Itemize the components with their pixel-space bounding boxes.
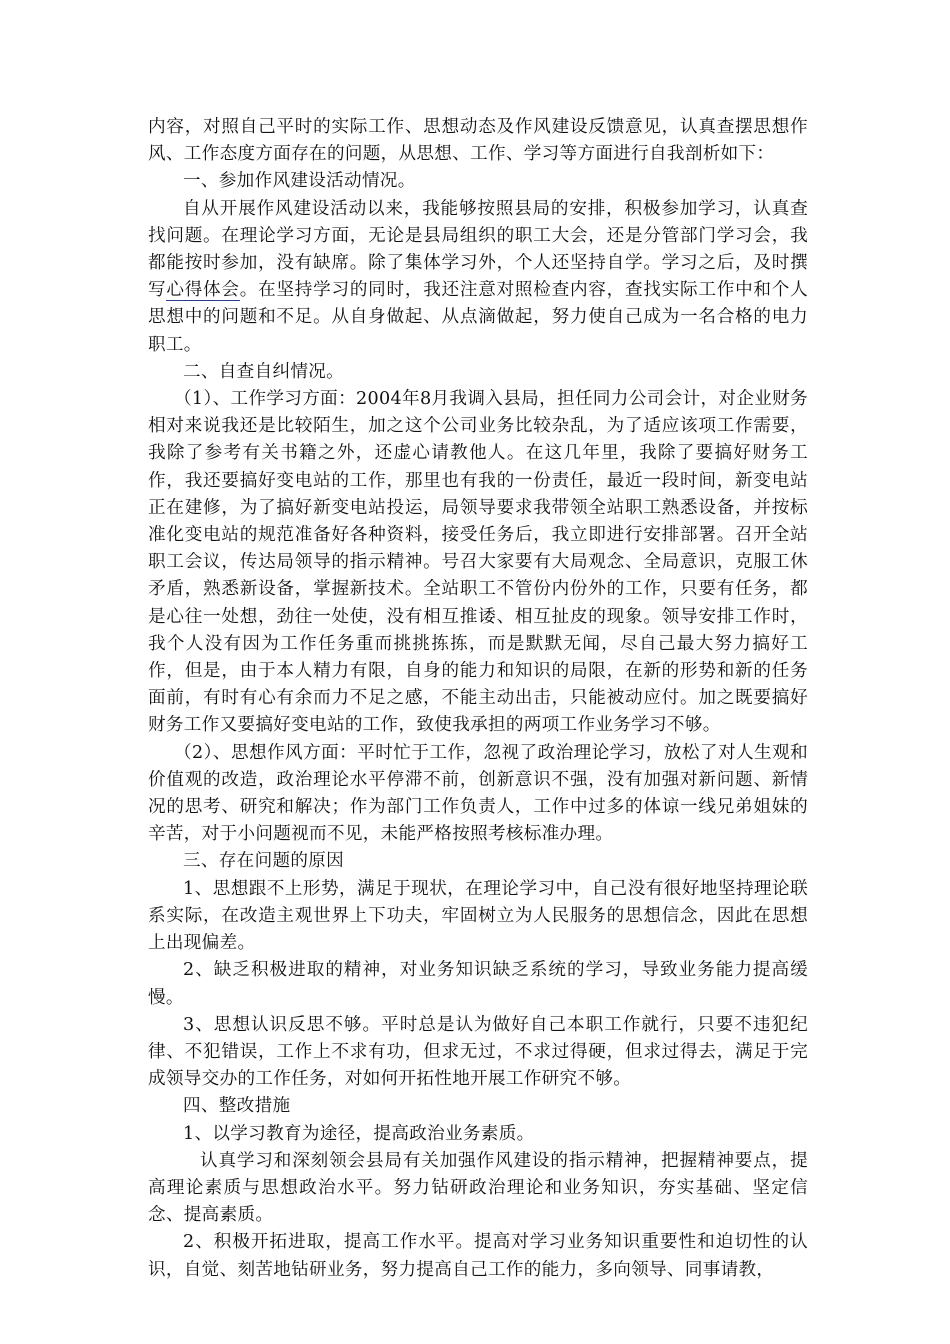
section-heading-1: 一、参加作风建设活动情况。 <box>183 171 416 192</box>
paragraph-text: 自从开展作风建设活动以来，我能够按照县局的安排，积极参加学习，认真查找问题。在理论学习方面，无论是县局组织的职工大会，还是分管部门学习会，我都能按时参加，没有缺席。除了集体学习外，个人还坚持自学。学习之后，及时撰写 <box>148 198 808 301</box>
paragraph-intro: 内容，对照自己平时的实际工作、思想动态及作风建设反馈意见，认真查摆思想作风、工作态度方面存在的问题，从思想、工作、学习等方面进行自我剖析如下： <box>148 117 808 165</box>
paragraph-measure-2: 2、积极开拓进取，提高工作水平。提高对学习业务知识重要性和迫切性的认识，自觉、刻苦地钻研业务，努力提高自己工作的能力，多向领导、同事请教， <box>148 1232 808 1280</box>
section-heading-2: 二、自查自纠情况。 <box>183 361 345 382</box>
paragraph-ideology: （2）、思想作风方面：平时忙于工作，忽视了政治理论学习，放松了对人生观和价值观的改造，政治理论水平停滞不前，创新意识不强，没有加强对新问题、新情况的思考、研究和解决；作为部门工作负责人，工作中过多的体谅一线兄弟姐妹的辛苦，对于小问题视而不见，未能严格按照考核标准办理。 <box>148 742 808 845</box>
paragraph-measure-1-detail: 认真学习和深刻领会县局有关加强作风建设的指示精神，把握精神要点，提高理论素质与思想政治水平。努力钻研政治理论和业务知识，夯实基础、坚定信念、提高素质。 <box>148 1150 808 1226</box>
paragraph-participation <box>148 196 808 359</box>
document-body <box>148 114 808 1284</box>
section-heading-3: 三、存在问题的原因 <box>183 851 345 872</box>
paragraph-work-study: （1）、工作学习方面：2004年8月我调入县局，担任同力公司会计，对企业财务相对来说我还是比较陌生，加之这个公司业务比较杂乱，为了适应该项工作需要，我除了参考有关书籍之外，还虚心请教他人。在这几年里，我除了要搞好财务工作，我还要搞好变电站的工作，那里也有我的一份责任，最近一段时间，新变电站正在建修，为了搞好新变电站投运，局领导要求我带领全站职工熟悉设备，并按标准化变电站的规范准备好各种资料，接受任务后，我立即进行安排部署。召开全站职工会议，传达局领导的指示精神。号召大家要有大局观念、全局意识，克服工休矛盾，熟悉新设备，掌握新技术。全站职工不管份内份外的工作，只要有任务，都是心往一处想，劲往一处使，没有相互推诿、相互扯皮的现象。领导安排工作时，我个人没有因为工作任务重而挑挑拣拣，而是默默无闻，尽自己最大努力搞好工作，但是，由于本人精力有限，自身的能力和知识的局限，在新的形势和新的任务面前，有时有心有余而力不足之感，不能主动出击，只能被动应付。加之既要搞好财务工作又要搞好变电站的工作，致使我承担的两项工作业务学习不够。 <box>148 389 808 736</box>
section-heading-4: 四、整改措施 <box>183 1096 291 1117</box>
paragraph-cause-1: 1、思想跟不上形势，满足于现状，在理论学习中，自己没有很好地坚持理论联系实际，在改造主观世界上下功夫，牢固树立为人民服务的思想信念，因此在思想上出现偏差。 <box>148 878 808 954</box>
paragraph-cause-2: 2、缺乏积极进取的精神，对业务知识缺乏系统的学习，导致业务能力提高缓慢。 <box>148 960 808 1008</box>
paragraph-measure-1: 1、以学习教育为途径，提高政治业务素质。 <box>183 1123 535 1144</box>
paragraph-text: 。在坚持学习的同时，我还注意对照检查内容，查找实际工作中和个人思想中的问题和不足。从自身做起、从点滴做起，努力使自己成为一名合格的电力职工。 <box>148 280 808 355</box>
xinde-tihui-link[interactable]: 心得体会 <box>166 280 240 301</box>
paragraph-cause-3: 3、思想认识反思不够。平时总是认为做好自己本职工作就行，只要不违犯纪律、不犯错误，工作上不求有功，但求无过，不求过得硬，但求过得去，满足于完成领导交办的工作任务，对如何开拓性地开展工作研究不够。 <box>148 1014 808 1090</box>
